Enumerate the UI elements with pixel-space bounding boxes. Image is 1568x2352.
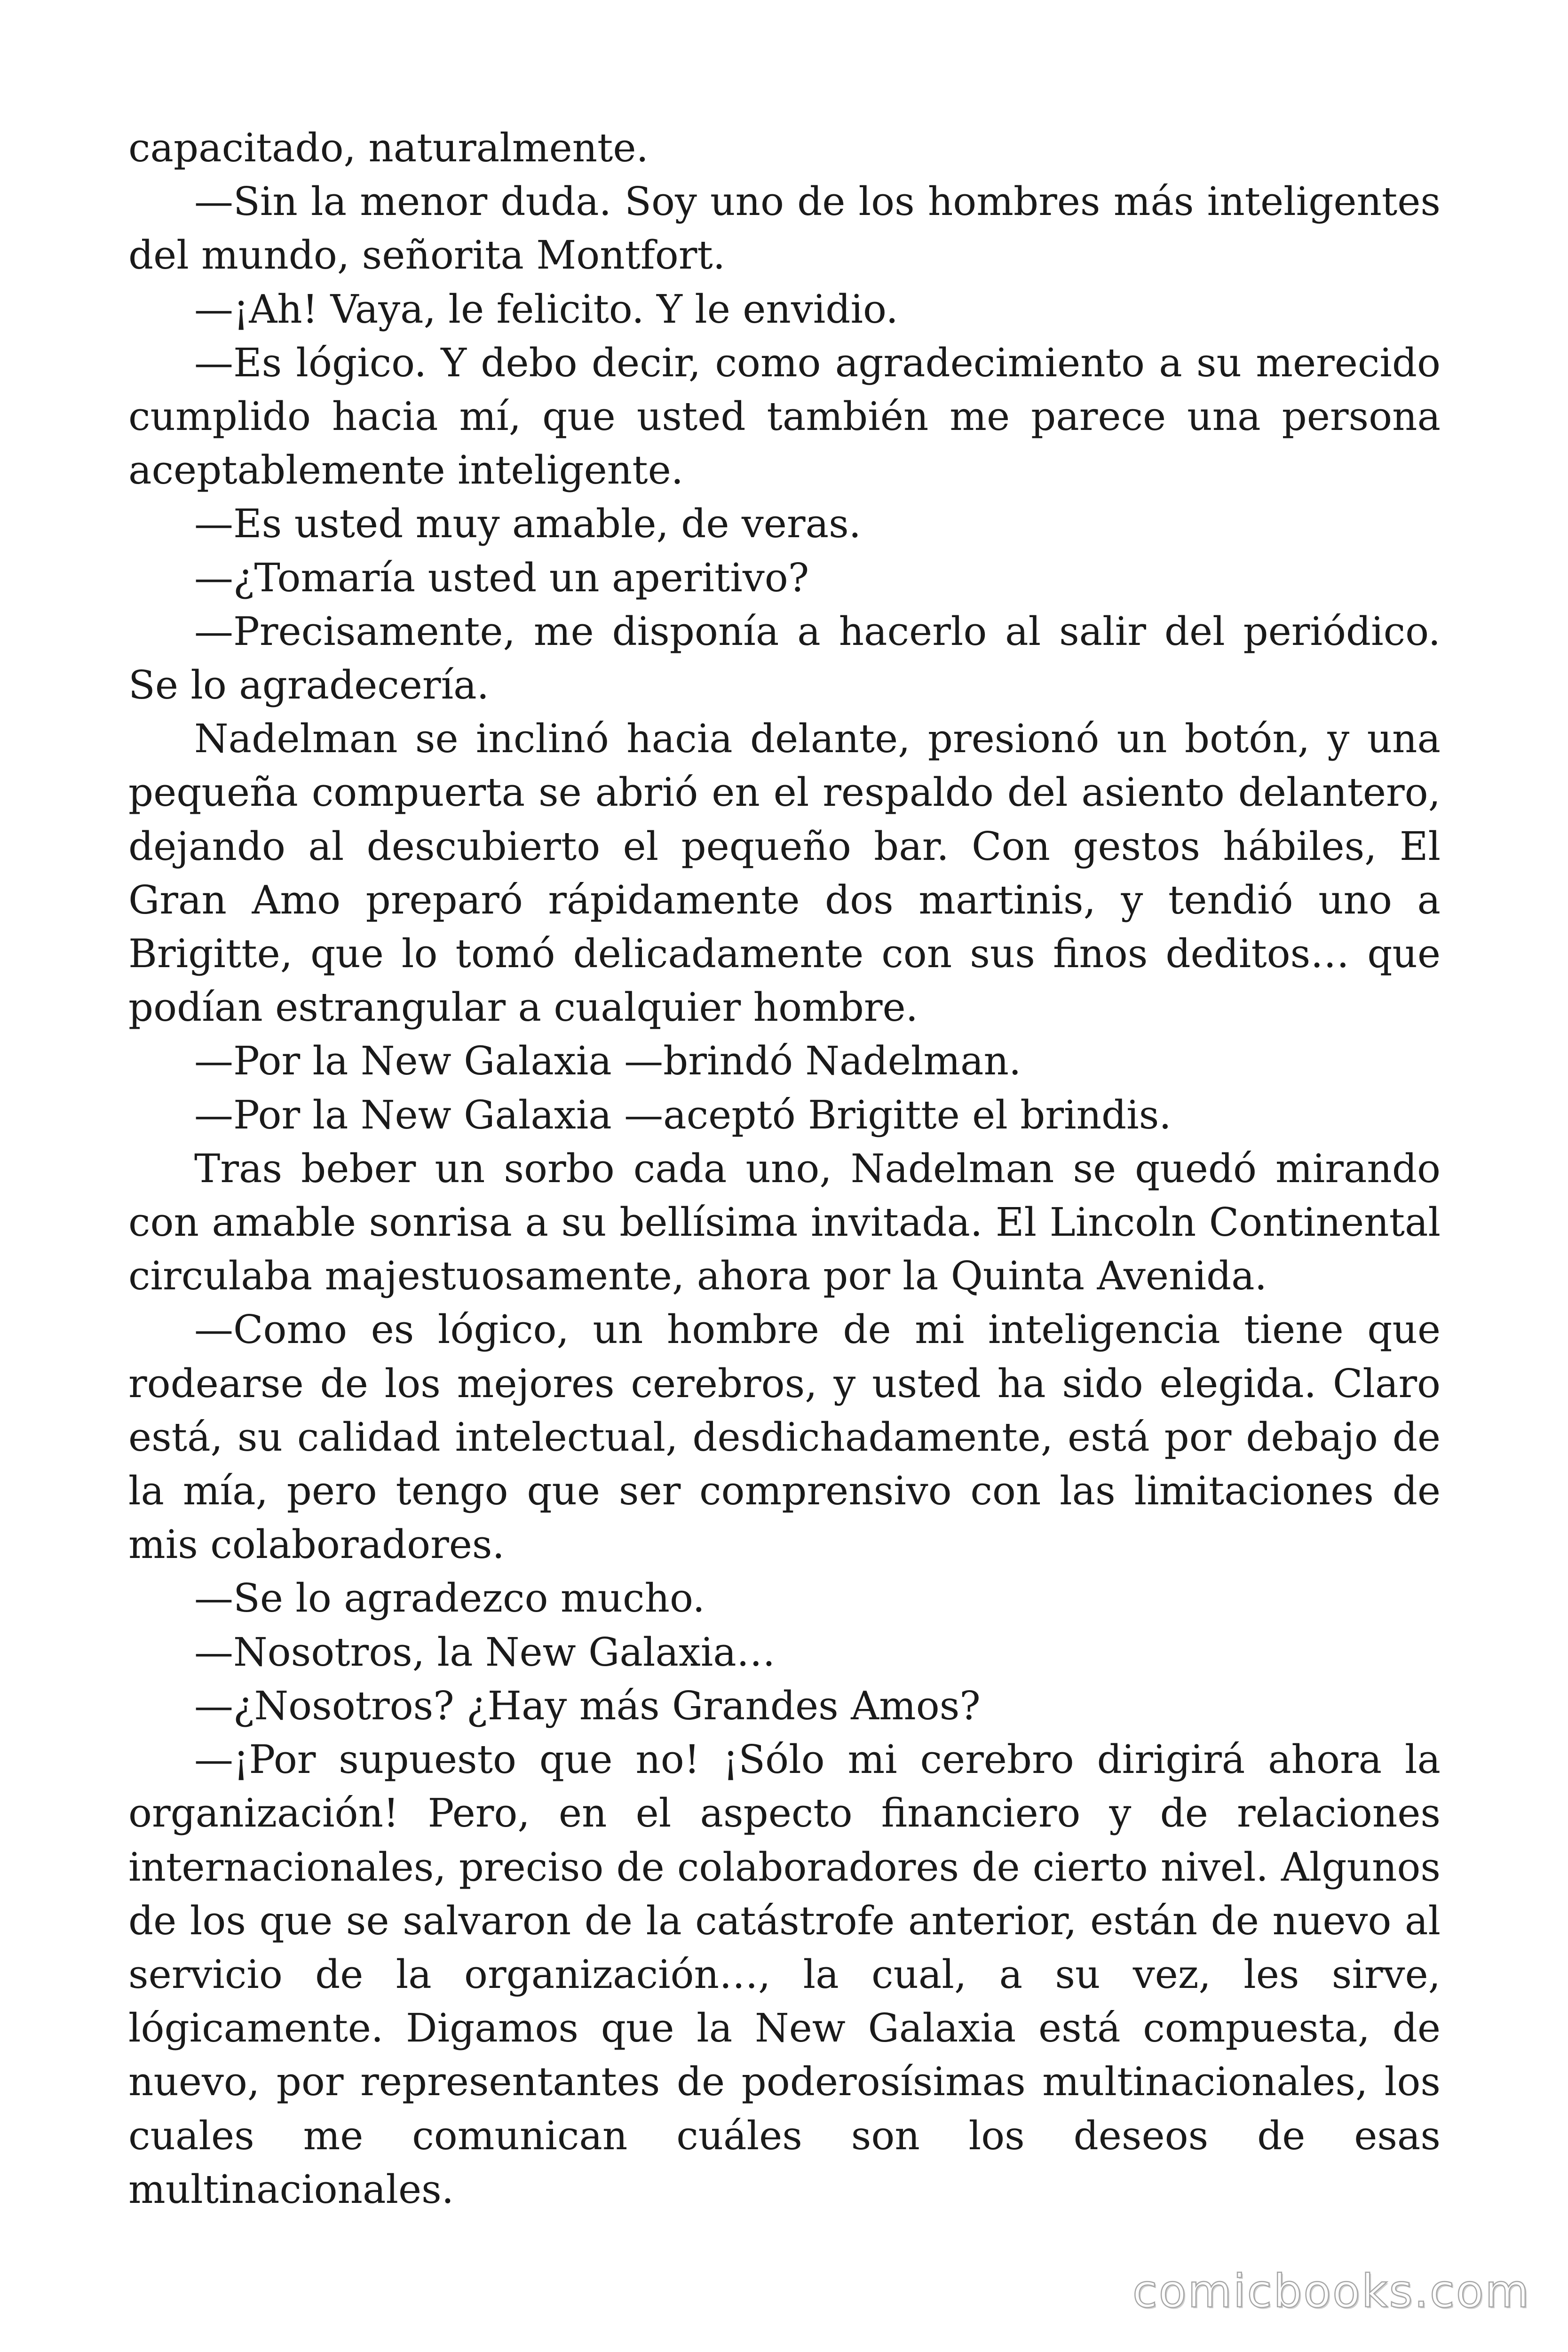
paragraph: —¿Nosotros? ¿Hay más Grandes Amos? (194, 1683, 981, 1729)
paragraph: Nadelman se inclinó hacia delante, presionó un botón, y una pequeña compuerta se abrió en el respaldo del asiento delantero, dejando al descubierto el pequeño bar. Con gestos hábiles, El Gran Amo preparó rápidamente dos martinis, y tendió uno a Brigitte, que lo tomó delicadamente con sus finos deditos… que podían estrangular a cualquier hombre. (128, 716, 1441, 1031)
watermark: comicbooks.com (1132, 2265, 1530, 2318)
paragraph: Tras beber un sorbo cada uno, Nadelman se quedó mirando con amable sonrisa a su bellísima invitada. El Lincoln Continental circulaba majestuosamente, ahora por la Quinta Avenida. (128, 1145, 1441, 1299)
paragraph: —Por la New Galaxia —brindó Nadelman. (194, 1038, 1022, 1084)
paragraph: —Nosotros, la New Galaxia… (194, 1629, 776, 1675)
paragraph: —Como es lógico, un hombre de mi inteligencia tiene que rodearse de los mejores cerebros, y usted ha sido elegida. Claro está, su calidad intelectual, desdichadamente, está por debajo de la mía, pero tengo que ser comprensivo con las limitaciones de mis colaboradores. (128, 1307, 1441, 1568)
paragraph: —¿Tomaría usted un aperitivo? (194, 555, 809, 601)
paragraph: —Sin la menor duda. Soy uno de los hombres más inteligentes del mundo, señorita Montfort. (128, 179, 1441, 278)
paragraph: —¡Ah! Vaya, le felicito. Y le envidio. (194, 286, 898, 332)
paragraph: —Es lógico. Y debo decir, como agradecimiento a su merecido cumplido hacia mí, que usted también me parece una persona aceptablemente inteligente. (128, 340, 1441, 493)
paragraph: —Por la New Galaxia —aceptó Brigitte el brindis. (194, 1092, 1172, 1138)
paragraph: —¡Por supuesto que no! ¡Sólo mi cerebro dirigirá ahora la organización! Pero, en el aspecto financiero y de relaciones internacionales, preciso de colaboradores de cierto nivel. Algunos de los que se salvaron de la catástrofe anterior, están de nuevo al servicio de la organización…, la cual, a su vez, les sirve, lógicamente. Digamos que la New Galaxia está compuesta, de nuevo, por representantes de poderosísimas multinacionales, los cuales me comunican cuáles son los deseos de esas multinacionales. (128, 1737, 1441, 2212)
page-text (128, 121, 1441, 2217)
paragraph: —Es usted muy amable, de veras. (194, 501, 862, 547)
paragraph: —Se lo agradezco mucho. (194, 1575, 705, 1621)
paragraph: —Precisamente, me disponía a hacerlo al salir del periódico. Se lo agradecería. (128, 608, 1441, 708)
paragraph: capacitado, naturalmente. (128, 125, 649, 171)
